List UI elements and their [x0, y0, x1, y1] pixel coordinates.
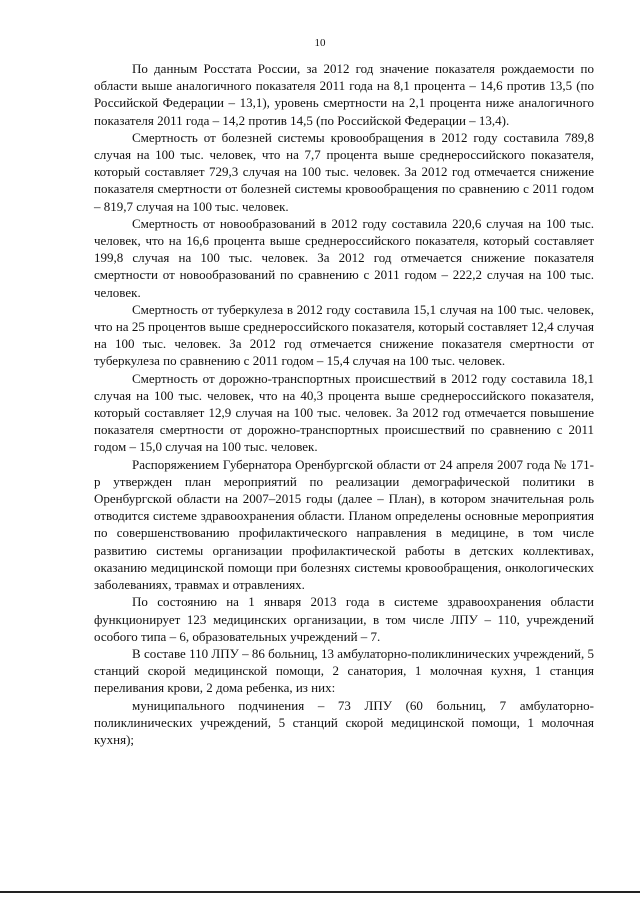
- paragraph-municipal-subordination: муниципального подчинения – 73 ЛПУ (60 больниц, 7 амбулаторно-поликлинических учреждений, 5 станций скорой медицинской помощи, 1 молочная кухня);: [94, 697, 594, 747]
- paragraph-tuberculosis-mortality: Смертность от туберкулеза в 2012 году составила 15,1 случая на 100 тыс. человек, что на 25 процентов выше среднероссийского показателя, который составляет 12,4 случая на 100 тыс. человек. За 2012 год отмечается снижение показателя смертности от туберкулеза по сравнению с 2011 годом – 15,4 случая на 100 тыс. человек.: [94, 301, 594, 369]
- scan-bottom-edge: [0, 891, 640, 893]
- paragraph-neoplasm-mortality: Смертность от новообразований в 2012 году составила 220,6 случая на 100 тыс. человек, что на 16,6 процента выше среднероссийского показателя, который составляет 199,8 случая на 100 тыс. человек. За 2012 год отмечается снижение показателя смертности от новообразований по сравнению с 2011 годом – 222,2 случая на 100 тыс. человек.: [94, 215, 594, 300]
- paragraph-lpu-composition: В составе 110 ЛПУ – 86 больниц, 13 амбулаторно-поликлинических учреждений, 5 станций скорой медицинской помощи, 2 санатория, 1 молочная кухня, 1 станция переливания крови, 2 дома ребенка, из них:: [94, 645, 594, 696]
- paragraph-governor-order: Распоряжением Губернатора Оренбургской области от 24 апреля 2007 года № 171-р утвержден план мероприятий по реализации демографической политики в Оренбургской области на 2007–2015 годы (далее – План), в котором значительная роль отводится системе здравоохранения области. Планом определены основные мероприятия по совершенствованию профилактического направления в медицине, в том числе развитию системы организации профилактической работы в детских коллективах, оказанию медицинской помощи при болезнях системы кровообращения, онкологических заболеваниях, травмах и отравлениях.: [94, 456, 594, 593]
- page-number: 10: [314, 37, 326, 49]
- paragraph-medical-organizations: По состоянию на 1 января 2013 года в системе здравоохранения области функционирует 123 медицинских организации, в том числе ЛПУ – 110, учреждений особого типа – 6, образовательных учреждений – 7.: [94, 594, 594, 644]
- paragraph-road-accident-mortality: Смертность от дорожно-транспортных происшествий в 2012 году составила 18,1 случая на 100 тыс. человек, что на 40,3 процента выше среднероссийского показателя, который составляет 12,9 случая на 100 тыс. человек. За 2012 год отмечается повышение показателя смертности от дорожно-транспортных происшествий по сравнению с 2011 годом – 15,0 случая на 100 тыс. человек.: [94, 370, 594, 455]
- paragraph-circulatory-mortality: Смертность от болезней системы кровообращения в 2012 году составила 789,8 случая на 100 тыс. человек, что на 7,7 процента выше среднероссийского показателя, который составляет 729,3 случая на 100 тыс. человек. За 2012 год отмечается снижение показателя смертности от болезней системы кровообращения по сравнению с 2011 годом – 819,7 случая на 100 тыс. человек.: [94, 129, 594, 214]
- document-body: [94, 60, 594, 748]
- paragraph-birth-death-rates: По данным Росстата России, за 2012 год значение показателя рождаемости по области выше аналогичного показателя 2011 года на 8,1 процента – 14,6 против 13,5 (по Российской Федерации – 13,1), уровень смертности на 2,1 процента ниже аналогичного показателя 2011 года – 14,2 против 14,5 (по Российской Федерации – 13,4).: [94, 61, 594, 128]
